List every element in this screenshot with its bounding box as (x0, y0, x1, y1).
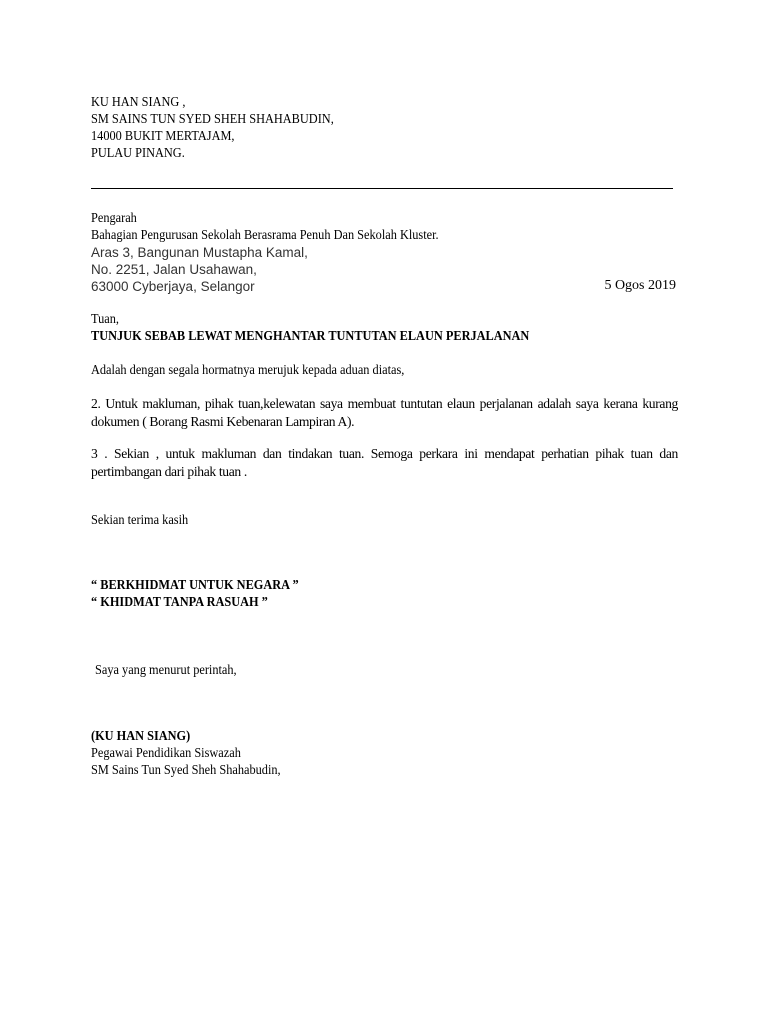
recipient-title: Pengarah (91, 211, 137, 226)
signature-name: (KU HAN SIANG) (91, 729, 191, 744)
signature-position: Pegawai Pendidikan Siswazah (91, 746, 241, 761)
motto-1: “ BERKHIDMAT UNTUK NEGARA ” (91, 578, 299, 593)
signoff-line: Saya yang menurut perintah, (95, 663, 237, 678)
divider-rule (91, 188, 673, 189)
salutation: Tuan, (91, 312, 119, 327)
subject-line: TUNJUK SEBAB LEWAT MENGHANTAR TUNTUTAN ELAUN PERJALANAN (91, 329, 530, 344)
recipient-address-2: No. 2251, Jalan Usahawan, (91, 262, 257, 277)
recipient-address-1: Aras 3, Bangunan Mustapha Kamal, (91, 245, 308, 260)
sender-name: KU HAN SIANG , (91, 95, 186, 110)
signature-school: SM Sains Tun Syed Sheh Shahabudin, (91, 763, 281, 778)
recipient-department: Bahagian Pengurusan Sekolah Berasrama Penuh Dan Sekolah Kluster. (91, 228, 439, 243)
closing-line: Sekian terima kasih (91, 513, 189, 528)
sender-state: PULAU PINANG. (91, 146, 185, 161)
sender-city: 14000 BUKIT MERTAJAM, (91, 129, 235, 144)
paragraph-3: 3 . Sekian , untuk makluman dan tindakan tuan. Semoga perkara ini mendapat perhatian pihak tuan dan pertimbangan dari pihak tuan . (91, 446, 678, 479)
motto-2: “ KHIDMAT TANPA RASUAH ” (91, 595, 268, 610)
paragraph-2: 2. Untuk makluman, pihak tuan,kelewatan saya membuat tuntutan elaun perjalanan adalah saya kerana kurang dokumen ( Borang Rasmi Kebenaran Lampiran A). (91, 396, 678, 429)
sender-school: SM SAINS TUN SYED SHEH SHAHABUDIN, (91, 112, 334, 127)
opening-paragraph: Adalah dengan segala hormatnya merujuk kepada aduan diatas, (91, 363, 405, 378)
letter-date: 5 Ogos 2019 (604, 278, 676, 293)
recipient-address-3: 63000 Cyberjaya, Selangor (91, 279, 255, 294)
